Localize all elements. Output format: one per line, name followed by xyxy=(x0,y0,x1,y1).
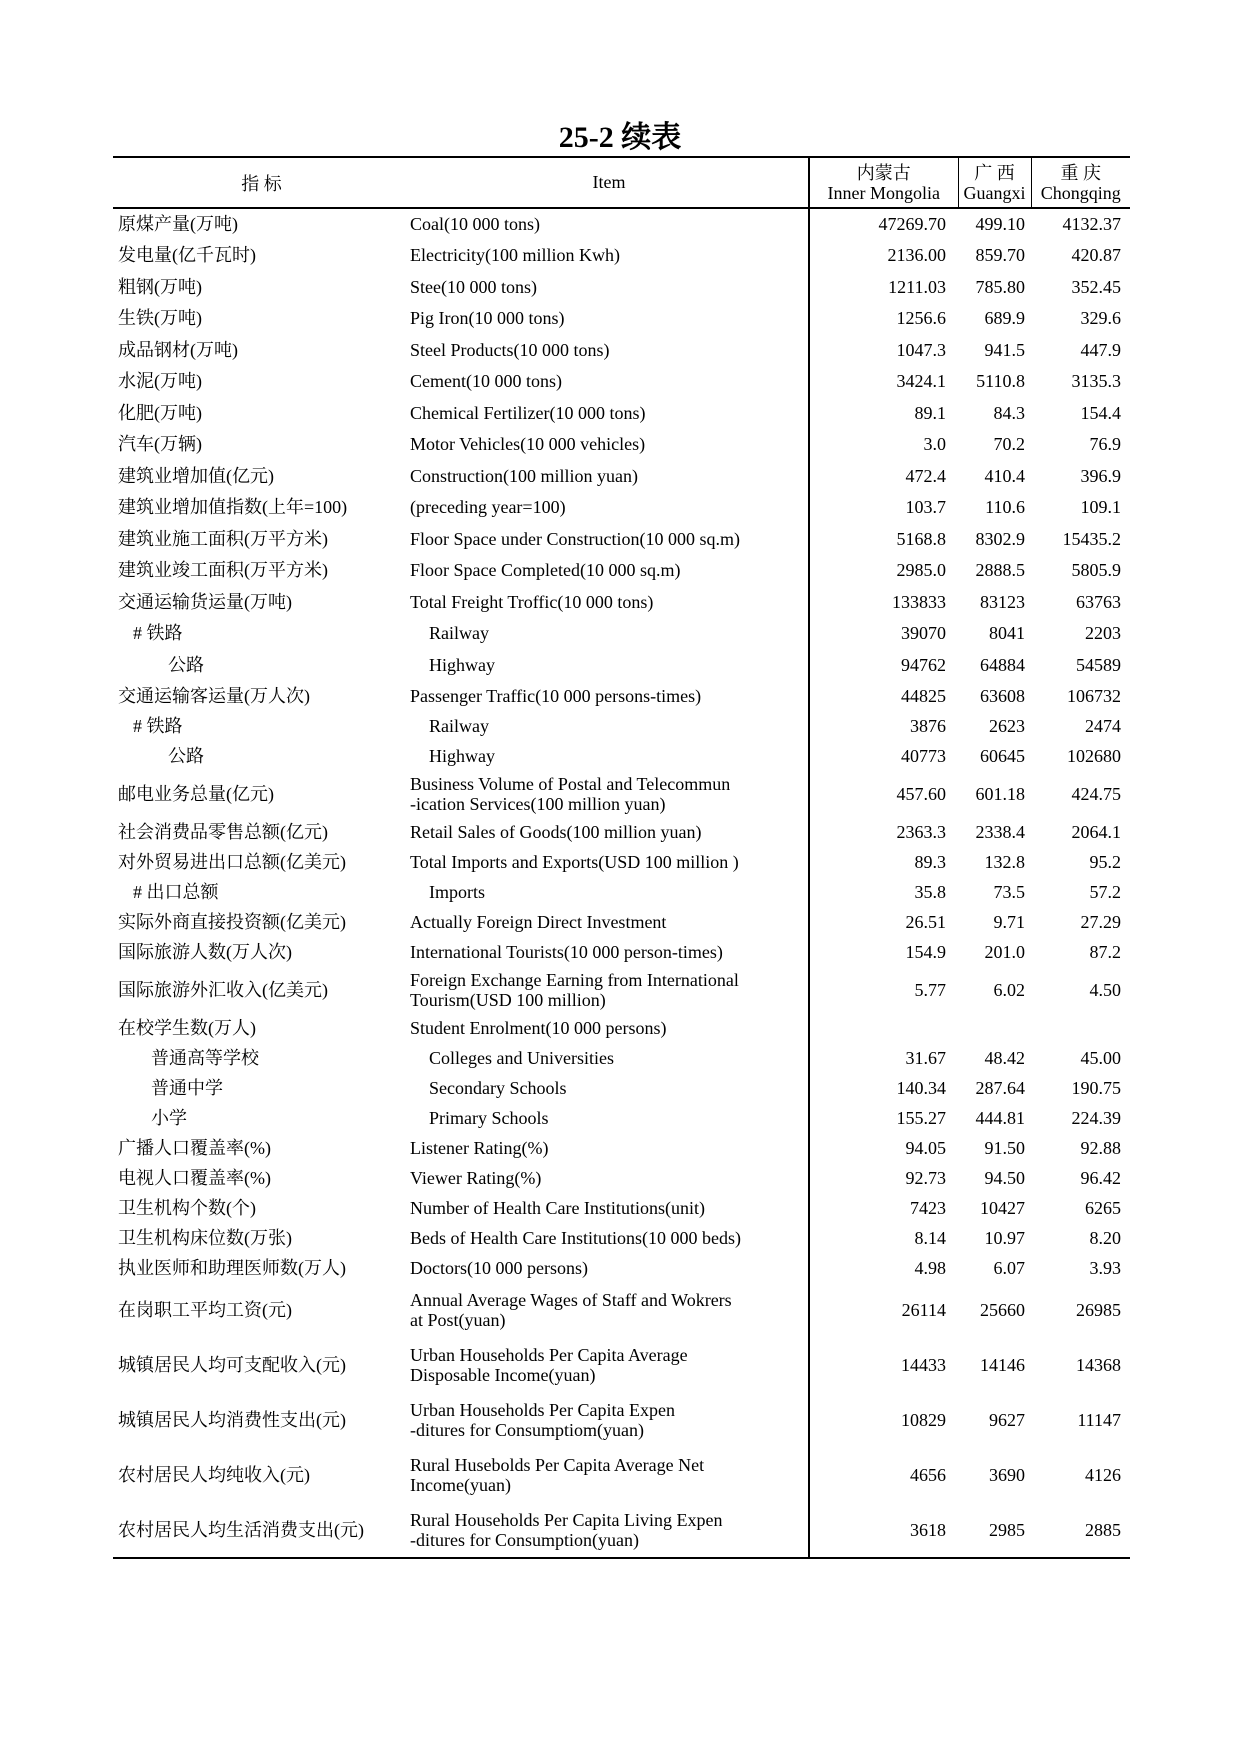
header-indicator: 指 标 xyxy=(113,157,410,208)
table-row xyxy=(113,1073,1130,1103)
value-guangxi: 287.64 xyxy=(975,1077,1025,1098)
value-inner-mongolia: 1047.3 xyxy=(809,334,958,366)
value-inner-mongolia: 7423 xyxy=(809,1193,958,1223)
item-en xyxy=(410,1223,809,1253)
value-guangxi: 785.80 xyxy=(975,276,1025,297)
value-chongqing: 54589 xyxy=(1076,654,1121,675)
indicator-cn: 水泥(万吨) xyxy=(118,371,202,392)
indicator-cn: 汽车(万辆) xyxy=(118,434,202,455)
item-en-line: Annual Average Wages of Staff and Wokrers xyxy=(410,1290,732,1310)
item-en-line: Disposable Income(yuan) xyxy=(410,1365,596,1385)
value-chongqing: 87.2 xyxy=(1089,941,1121,962)
table-row xyxy=(113,334,1130,366)
table-row xyxy=(113,649,1130,681)
item-en-line: Total Imports and Exports(USD 100 million ) xyxy=(410,851,739,872)
item-en-line: Motor Vehicles(10 000 vehicles) xyxy=(410,434,646,455)
table-row xyxy=(113,429,1130,461)
indicator-cn: 对外贸易进出口总额(亿美元) xyxy=(118,851,346,872)
value-chongqing: 4126 xyxy=(1085,1465,1121,1485)
table-row xyxy=(113,1013,1130,1043)
item-en-line: Highway xyxy=(429,654,495,675)
value-inner-mongolia: 94.05 xyxy=(809,1133,958,1163)
indicator-cn: 城镇居民人均消费性支出(元) xyxy=(118,1410,346,1430)
item-en-line: Primary Schools xyxy=(429,1107,549,1128)
item-en xyxy=(410,1283,809,1338)
value-chongqing: 424.75 xyxy=(1071,783,1121,804)
item-en-line: Pig Iron(10 000 tons) xyxy=(410,308,565,329)
value-inner-mongolia: 47269.70 xyxy=(809,208,958,240)
value-inner-mongolia: 44825 xyxy=(809,681,958,711)
value-guangxi: 64884 xyxy=(980,654,1025,675)
item-en xyxy=(410,1338,809,1393)
item-en xyxy=(410,649,809,681)
table-row xyxy=(113,1338,1130,1393)
value-guangxi: 2623 xyxy=(989,715,1025,736)
table-row xyxy=(113,586,1130,618)
value-inner-mongolia: 2363.3 xyxy=(809,817,958,847)
value-guangxi: 8041 xyxy=(989,623,1025,644)
value-chongqing: 224.39 xyxy=(1071,1107,1121,1128)
value-chongqing: 4.50 xyxy=(1089,979,1121,1000)
value-chongqing: 190.75 xyxy=(1071,1077,1121,1098)
item-en xyxy=(410,1393,809,1448)
indicator-cn: 社会消费品零售总额(亿元) xyxy=(118,821,328,842)
value-inner-mongolia: 10829 xyxy=(809,1393,958,1448)
item-en-line: (preceding year=100) xyxy=(410,497,566,518)
value-guangxi: 10427 xyxy=(980,1197,1025,1218)
value-inner-mongolia: 26.51 xyxy=(809,907,958,937)
value-guangxi: 601.18 xyxy=(975,783,1025,804)
item-en xyxy=(410,1073,809,1103)
value-inner-mongolia: 40773 xyxy=(809,741,958,771)
value-chongqing: 154.4 xyxy=(1080,402,1121,423)
value-inner-mongolia: 103.7 xyxy=(809,492,958,524)
value-inner-mongolia: 3424.1 xyxy=(809,366,958,398)
indicator-cn: 广播人口覆盖率(%) xyxy=(118,1137,271,1158)
value-chongqing: 76.9 xyxy=(1089,434,1121,455)
value-guangxi: 2985 xyxy=(958,1503,1031,1558)
item-en xyxy=(410,1253,809,1283)
indicator-cn: # 铁路 xyxy=(133,623,183,644)
value-inner-mongolia xyxy=(809,1013,958,1043)
indicator-cn: 公路 xyxy=(168,654,204,675)
value-guangxi xyxy=(958,1013,1031,1043)
value-inner-mongolia: 133833 xyxy=(809,586,958,618)
value-chongqing: 106732 xyxy=(1067,685,1121,706)
value-guangxi: 70.2 xyxy=(993,434,1025,455)
value-guangxi: 63608 xyxy=(980,685,1025,706)
item-en-line: Coal(10 000 tons) xyxy=(410,214,540,235)
value-chongqing: 102680 xyxy=(1067,745,1121,766)
value-inner-mongolia: 35.8 xyxy=(809,877,958,907)
value-chongqing: 447.9 xyxy=(1080,339,1121,360)
table-row xyxy=(113,907,1130,937)
value-guangxi: 73.5 xyxy=(993,881,1025,902)
value-guangxi: 91.50 xyxy=(984,1137,1025,1158)
value-chongqing: 109.1 xyxy=(1080,497,1121,518)
indicator-cn: 粗钢(万吨) xyxy=(118,276,202,297)
value-inner-mongolia: 4656 xyxy=(809,1448,958,1503)
item-en xyxy=(410,334,809,366)
table-row xyxy=(113,366,1130,398)
item-en-line: -ditures for Consumptiom(yuan) xyxy=(410,1420,644,1440)
table-row xyxy=(113,967,1130,1013)
value-chongqing: 95.2 xyxy=(1089,851,1121,872)
value-chongqing: 6265 xyxy=(1085,1197,1121,1218)
value-guangxi: 201.0 xyxy=(984,941,1025,962)
indicator-cn: 化肥(万吨) xyxy=(118,402,202,423)
value-inner-mongolia: 155.27 xyxy=(809,1103,958,1133)
table-row xyxy=(113,1393,1130,1448)
item-en xyxy=(410,240,809,272)
indicator-cn: 交通运输货运量(万吨) xyxy=(118,591,292,612)
indicator-cn: 普通高等学校 xyxy=(151,1047,259,1068)
indicator-cn: 普通中学 xyxy=(151,1077,223,1098)
item-en-line: International Tourists(10 000 person-times) xyxy=(410,941,723,962)
item-en-line: Beds of Health Care Institutions(10 000 beds) xyxy=(410,1227,741,1248)
value-inner-mongolia: 89.1 xyxy=(809,397,958,429)
indicator-cn: 生铁(万吨) xyxy=(118,308,202,329)
header-item: Item xyxy=(410,157,809,208)
value-inner-mongolia: 2136.00 xyxy=(809,240,958,272)
value-chongqing: 5805.9 xyxy=(1071,560,1121,581)
value-inner-mongolia: 94762 xyxy=(809,649,958,681)
value-chongqing: 2474 xyxy=(1085,715,1121,736)
value-guangxi: 859.70 xyxy=(975,245,1025,266)
item-en xyxy=(410,303,809,335)
value-guangxi: 499.10 xyxy=(975,214,1025,235)
value-guangxi: 9.71 xyxy=(993,911,1025,932)
table-row xyxy=(113,555,1130,587)
indicator-cn: 农村居民人均生活消费支出(元) xyxy=(113,1503,410,1558)
value-inner-mongolia: 3876 xyxy=(809,711,958,741)
indicator-cn: 在校学生数(万人) xyxy=(118,1017,256,1038)
item-en xyxy=(410,492,809,524)
item-en xyxy=(410,1448,809,1503)
item-en xyxy=(410,208,809,240)
item-en-line: Railway xyxy=(429,623,489,644)
value-chongqing: 396.9 xyxy=(1080,465,1121,486)
item-en-line: Passenger Traffic(10 000 persons-times) xyxy=(410,685,702,706)
value-inner-mongolia: 4.98 xyxy=(809,1253,958,1283)
item-en xyxy=(410,771,809,817)
item-en xyxy=(410,937,809,967)
value-guangxi: 110.6 xyxy=(985,497,1025,518)
item-en-line: Stee(10 000 tons) xyxy=(410,276,537,297)
value-chongqing: 57.2 xyxy=(1089,881,1121,902)
item-en xyxy=(410,1163,809,1193)
value-guangxi: 94.50 xyxy=(984,1167,1025,1188)
item-en-line: Retail Sales of Goods(100 million yuan) xyxy=(410,821,702,842)
item-en-line: Actually Foreign Direct Investment xyxy=(410,911,667,932)
table-row xyxy=(113,771,1130,817)
indicator-cn: 邮电业务总量(亿元) xyxy=(118,783,274,804)
table-row xyxy=(113,741,1130,771)
indicator-cn: 电视人口覆盖率(%) xyxy=(118,1167,271,1188)
header-guangxi xyxy=(958,157,1031,208)
table-row xyxy=(113,208,1130,240)
item-en-line: Business Volume of Postal and Telecommun xyxy=(410,773,731,794)
value-guangxi: 5110.8 xyxy=(976,371,1025,392)
page-title: 25-2 续表 xyxy=(558,121,682,154)
indicator-cn: 国际旅游外汇收入(亿美元) xyxy=(118,979,328,1000)
item-en-line: Student Enrolment(10 000 persons) xyxy=(410,1017,667,1038)
table-row xyxy=(113,1133,1130,1163)
value-guangxi: 689.9 xyxy=(984,308,1025,329)
item-en xyxy=(410,967,809,1013)
item-en-line: Secondary Schools xyxy=(429,1077,567,1098)
value-guangxi: 9627 xyxy=(989,1410,1025,1430)
item-en-line: Viewer Rating(%) xyxy=(410,1167,542,1188)
value-chongqing: 45.00 xyxy=(1080,1047,1121,1068)
value-chongqing xyxy=(1031,1013,1130,1043)
indicator-cn: 在岗职工平均工资(元) xyxy=(118,1300,292,1320)
item-en xyxy=(410,817,809,847)
value-inner-mongolia: 5168.8 xyxy=(809,523,958,555)
value-chongqing: 96.42 xyxy=(1080,1167,1121,1188)
value-guangxi: 25660 xyxy=(980,1300,1025,1320)
value-guangxi: 60645 xyxy=(980,745,1025,766)
table-row xyxy=(113,397,1130,429)
value-inner-mongolia: 140.34 xyxy=(809,1073,958,1103)
item-en-line: at Post(yuan) xyxy=(410,1310,506,1330)
value-chongqing: 329.6 xyxy=(1080,308,1121,329)
value-inner-mongolia: 8.14 xyxy=(809,1223,958,1253)
value-chongqing: 27.29 xyxy=(1080,911,1121,932)
value-guangxi: 6.02 xyxy=(993,979,1025,1000)
table-row xyxy=(113,877,1130,907)
value-guangxi: 132.8 xyxy=(984,851,1025,872)
item-en-line: Tourism(USD 100 million) xyxy=(410,989,606,1010)
value-guangxi: 48.42 xyxy=(984,1047,1025,1068)
value-chongqing: 3135.3 xyxy=(1071,371,1121,392)
region-cn: 内蒙古 xyxy=(856,162,911,183)
table-row xyxy=(113,937,1130,967)
item-en-line: Colleges and Universities xyxy=(429,1047,614,1068)
indicator-cn: 卫生机构床位数(万张) xyxy=(118,1227,292,1248)
item-en-line: Number of Health Care Institutions(unit) xyxy=(410,1197,705,1218)
table-row xyxy=(113,711,1130,741)
item-en-line: Total Freight Troffic(10 000 tons) xyxy=(410,591,654,612)
item-en xyxy=(410,586,809,618)
table-row xyxy=(113,1163,1130,1193)
value-chongqing: 63763 xyxy=(1076,591,1121,612)
item-en-line: Urban Households Per Capita Average xyxy=(410,1345,688,1365)
indicator-cn: 国际旅游人数(万人次) xyxy=(118,941,292,962)
indicator-cn: 城镇居民人均可支配收入(元) xyxy=(118,1355,346,1375)
value-chongqing: 2203 xyxy=(1085,623,1121,644)
value-guangxi: 3690 xyxy=(989,1465,1025,1485)
value-inner-mongolia: 1256.6 xyxy=(809,303,958,335)
indicator-cn: # 出口总额 xyxy=(133,881,219,902)
value-inner-mongolia: 1211.03 xyxy=(809,271,958,303)
indicator-cn: 发电量(亿千瓦时) xyxy=(118,245,256,266)
table-row xyxy=(113,1193,1130,1223)
table-row xyxy=(113,1253,1130,1283)
indicator-cn: 建筑业增加值(亿元) xyxy=(118,465,274,486)
indicator-cn: 建筑业增加值指数(上年=100) xyxy=(118,497,348,518)
value-guangxi: 84.3 xyxy=(993,402,1025,423)
indicator-cn: 原煤产量(万吨) xyxy=(118,214,238,235)
item-en-line: -ication Services(100 million yuan) xyxy=(410,793,666,814)
item-en xyxy=(410,907,809,937)
item-en-line: Floor Space under Construction(10 000 sq.m) xyxy=(410,528,740,549)
item-en-line: Foreign Exchange Earning from International xyxy=(410,969,739,990)
table-row xyxy=(113,618,1130,650)
item-en-line: Floor Space Completed(10 000 sq.m) xyxy=(410,560,681,581)
value-guangxi: 2888.5 xyxy=(975,560,1025,581)
value-inner-mongolia: 31.67 xyxy=(809,1043,958,1073)
item-en xyxy=(410,523,809,555)
indicator-cn: 成品钢材(万吨) xyxy=(118,339,238,360)
table-row xyxy=(113,1223,1130,1253)
value-inner-mongolia: 39070 xyxy=(809,618,958,650)
item-en xyxy=(410,1193,809,1223)
value-guangxi: 10.97 xyxy=(984,1227,1025,1248)
table-row xyxy=(113,460,1130,492)
value-guangxi: 6.07 xyxy=(993,1257,1025,1278)
table-row xyxy=(113,303,1130,335)
indicator-cn: 建筑业施工面积(万平方米) xyxy=(118,528,328,549)
value-guangxi: 14146 xyxy=(980,1355,1025,1375)
value-chongqing: 2885 xyxy=(1031,1503,1130,1558)
indicator-cn: 公路 xyxy=(168,745,204,766)
item-en xyxy=(410,1133,809,1163)
item-en-line: Electricity(100 million Kwh) xyxy=(410,245,620,266)
value-chongqing: 420.87 xyxy=(1071,245,1121,266)
item-en xyxy=(410,429,809,461)
item-en xyxy=(410,711,809,741)
item-en xyxy=(410,460,809,492)
table-row xyxy=(113,523,1130,555)
value-chongqing: 26985 xyxy=(1076,1300,1121,1320)
item-en xyxy=(410,1043,809,1073)
value-chongqing: 92.88 xyxy=(1080,1137,1121,1158)
table-row xyxy=(113,817,1130,847)
table-row xyxy=(113,492,1130,524)
table-row xyxy=(113,1283,1130,1338)
value-chongqing: 15435.2 xyxy=(1062,528,1121,549)
item-en xyxy=(410,397,809,429)
table-row xyxy=(113,1043,1130,1073)
value-inner-mongolia: 89.3 xyxy=(809,847,958,877)
table-row xyxy=(113,1503,1130,1558)
table-row xyxy=(113,1448,1130,1503)
value-chongqing: 11147 xyxy=(1077,1410,1121,1430)
header-chongqing xyxy=(1031,157,1130,208)
item-en-line: Steel Products(10 000 tons) xyxy=(410,339,610,360)
table-row xyxy=(113,847,1130,877)
indicator-cn: 卫生机构个数(个) xyxy=(118,1197,256,1218)
value-inner-mongolia: 26114 xyxy=(809,1283,958,1338)
item-en xyxy=(410,618,809,650)
table-row xyxy=(113,1103,1130,1133)
value-guangxi: 444.81 xyxy=(975,1107,1025,1128)
item-en xyxy=(410,555,809,587)
indicator-cn: 农村居民人均纯收入(元) xyxy=(118,1465,310,1485)
value-guangxi: 8302.9 xyxy=(975,528,1025,549)
value-chongqing: 3.93 xyxy=(1089,1257,1121,1278)
item-en-line: -ditures for Consumption(yuan) xyxy=(410,1529,639,1550)
header-inner-mongolia xyxy=(809,157,958,208)
indicator-cn: 执业医师和助理医师数(万人) xyxy=(118,1257,346,1278)
item-en-line: Rural Households Per Capita Living Expen xyxy=(410,1509,723,1530)
value-inner-mongolia: 3618 xyxy=(809,1503,958,1558)
indicator-cn: # 铁路 xyxy=(133,715,183,736)
indicator-cn: 小学 xyxy=(151,1107,187,1128)
value-inner-mongolia: 472.4 xyxy=(809,460,958,492)
item-en xyxy=(410,681,809,711)
value-inner-mongolia: 5.77 xyxy=(809,967,958,1013)
region-en: Inner Mongolia xyxy=(827,182,940,203)
item-en xyxy=(410,1013,809,1043)
item-en-line: Urban Households Per Capita Expen xyxy=(410,1400,675,1420)
value-chongqing: 14368 xyxy=(1076,1355,1121,1375)
indicator-cn: 建筑业竣工面积(万平方米) xyxy=(118,560,328,581)
indicator-cn: 实际外商直接投资额(亿美元) xyxy=(118,911,346,932)
item-en-line: Rural Husebolds Per Capita Average Net xyxy=(410,1455,705,1475)
item-en-line: Imports xyxy=(429,881,485,902)
region-en: Guangxi xyxy=(963,182,1026,203)
table-header-row xyxy=(113,157,1130,208)
table-row xyxy=(113,271,1130,303)
indicator-cn: 交通运输客运量(万人次) xyxy=(118,685,310,706)
item-en xyxy=(410,741,809,771)
value-inner-mongolia: 92.73 xyxy=(809,1163,958,1193)
value-inner-mongolia: 3.0 xyxy=(809,429,958,461)
item-en xyxy=(410,877,809,907)
item-en xyxy=(410,847,809,877)
item-en-line: Cement(10 000 tons) xyxy=(410,371,562,392)
item-en-line: Chemical Fertilizer(10 000 tons) xyxy=(410,402,646,423)
item-en xyxy=(410,1503,809,1558)
value-guangxi: 941.5 xyxy=(984,339,1025,360)
value-chongqing: 8.20 xyxy=(1089,1227,1121,1248)
item-en-line: Railway xyxy=(429,715,489,736)
item-en-line: Income(yuan) xyxy=(410,1475,511,1495)
value-guangxi: 83123 xyxy=(980,591,1025,612)
item-en xyxy=(410,1103,809,1133)
item-en-line: Listener Rating(%) xyxy=(410,1137,549,1158)
value-chongqing: 4132.37 xyxy=(1062,214,1121,235)
item-en-line: Doctors(10 000 persons) xyxy=(410,1257,588,1278)
value-inner-mongolia: 154.9 xyxy=(809,937,958,967)
table-row xyxy=(113,681,1130,711)
value-inner-mongolia: 14433 xyxy=(809,1338,958,1393)
value-chongqing: 2064.1 xyxy=(1071,821,1121,842)
item-en-line: Construction(100 million yuan) xyxy=(410,465,638,486)
item-en xyxy=(410,271,809,303)
item-en-line: Highway xyxy=(429,745,495,766)
value-inner-mongolia: 457.60 xyxy=(809,771,958,817)
value-guangxi: 410.4 xyxy=(984,465,1025,486)
region-cn: 重 庆 xyxy=(1060,162,1101,183)
item-en xyxy=(410,366,809,398)
value-inner-mongolia: 2985.0 xyxy=(809,555,958,587)
value-chongqing: 352.45 xyxy=(1071,276,1121,297)
region-cn: 广 西 xyxy=(974,162,1015,183)
value-guangxi: 2338.4 xyxy=(975,821,1025,842)
statistics-table xyxy=(113,156,1130,1559)
region-en: Chongqing xyxy=(1040,182,1121,203)
table-row xyxy=(113,240,1130,272)
